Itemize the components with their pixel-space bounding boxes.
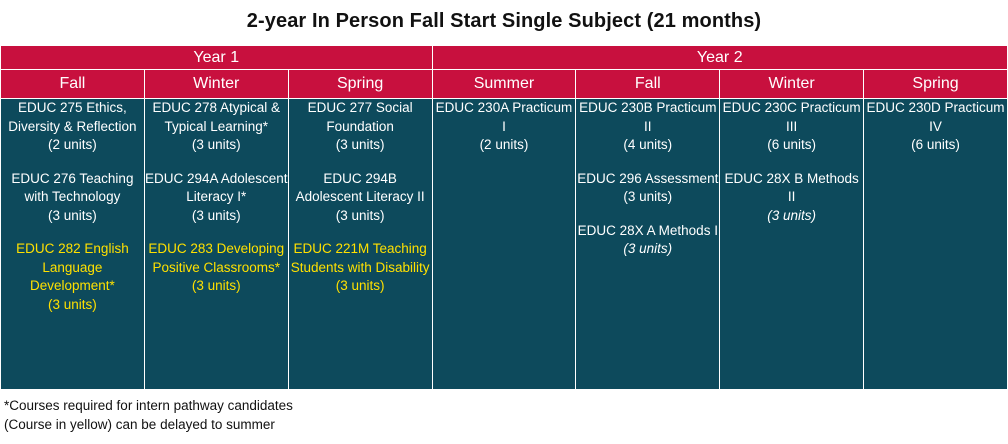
course-entry: [576, 222, 719, 259]
course-entry-highlighted: [145, 240, 288, 296]
course-name: EDUC 230B Practicum II: [579, 100, 717, 134]
course-entry: [145, 170, 288, 226]
year-header-year1: Year 1: [1, 46, 433, 70]
term-cell-fall-year1: [1, 99, 145, 390]
course-units: (3 units): [623, 189, 673, 204]
course-entry: [864, 99, 1007, 155]
course-units: (3 units): [191, 137, 241, 152]
course-units: (3 units): [623, 241, 673, 256]
course-units: (2 units): [479, 137, 529, 152]
term-cell-summer-year2: [432, 99, 576, 390]
term-header-summer-year2: Summer: [432, 70, 576, 99]
term-cell-spring-year1: [288, 99, 432, 390]
term-header-row: [1, 70, 1008, 99]
term-cell-winter-year2: [720, 99, 864, 390]
term-cell-winter-year1: [144, 99, 288, 390]
term-header-fall-year2: Fall: [576, 70, 720, 99]
course-name: EDUC 296 Assessment: [577, 170, 719, 186]
course-units: (3 units): [767, 207, 817, 223]
course-name: EDUC 221M Teaching Students with Disability: [290, 241, 430, 275]
course-name: EDUC 230D Practicum IV: [866, 100, 1005, 134]
course-entry: [720, 170, 863, 226]
course-name: EDUC 282 English Language Development*: [16, 241, 129, 293]
footnotes: [0, 390, 1008, 434]
course-units: (3 units): [335, 207, 385, 223]
course-units: (3 units): [48, 296, 97, 312]
course-units: (3 units): [335, 137, 385, 152]
course-entry: [1, 170, 144, 226]
term-header-winter-year2: Winter: [720, 70, 864, 99]
course-name: EDUC 294A Adolescent Literacy I*: [144, 170, 288, 204]
course-plan-table: [0, 45, 1008, 390]
course-units: (3 units): [48, 207, 97, 223]
term-header-winter-year1: Winter: [144, 70, 288, 99]
course-name: EDUC 230C Practicum III: [722, 100, 861, 134]
year-header-year2: Year 2: [432, 46, 1007, 70]
course-units: (6 units): [767, 137, 817, 152]
course-entry: [289, 170, 432, 226]
year-header-row: [1, 46, 1008, 70]
course-units: (4 units): [623, 137, 673, 152]
course-name: EDUC 283 Developing Positive Classrooms*: [148, 241, 285, 275]
course-entry-highlighted: [1, 240, 144, 314]
course-name: EDUC 278 Atypical & Typical Learning*: [152, 100, 281, 134]
course-name: EDUC 230A Practicum I: [435, 100, 573, 134]
course-entry-highlighted: [289, 240, 432, 296]
course-name: EDUC 294B Adolescent Literacy II: [295, 170, 425, 204]
course-entry: [720, 99, 863, 155]
course-units: (2 units): [48, 137, 97, 152]
course-units: (3 units): [191, 278, 241, 293]
page-title: 2-year In Person Fall Start Single Subject (21 months): [246, 10, 762, 32]
course-name: EDUC 28X B Methods II: [724, 170, 859, 204]
term-header-fall-year1: Fall: [1, 70, 145, 99]
term-header-spring-year1: Spring: [288, 70, 432, 99]
course-entry: [1, 99, 144, 155]
course-entry: [289, 99, 432, 155]
term-cell-spring-year2: [864, 99, 1008, 390]
course-entry: [576, 170, 719, 207]
course-name: EDUC 277 Social Foundation: [307, 100, 413, 134]
course-units: (3 units): [335, 278, 385, 293]
course-units: (3 units): [191, 207, 241, 223]
term-header-spring-year2: Spring: [864, 70, 1008, 99]
term-cell-fall-year2: [576, 99, 720, 390]
course-units: (6 units): [911, 137, 960, 152]
course-name: EDUC 275 Ethics, Diversity & Reflection: [8, 100, 137, 134]
course-entry: [433, 99, 576, 155]
course-name: EDUC 276 Teaching with Technology: [11, 170, 134, 204]
course-row: [1, 99, 1008, 390]
course-entry: [576, 99, 719, 155]
footnote-intern-pathway: *Courses required for intern pathway candidates: [4, 398, 293, 413]
course-entry: [145, 99, 288, 155]
footnote-yellow-courses: (Course in yellow) can be delayed to summer: [4, 417, 275, 432]
course-name: EDUC 28X A Methods I: [577, 222, 718, 238]
